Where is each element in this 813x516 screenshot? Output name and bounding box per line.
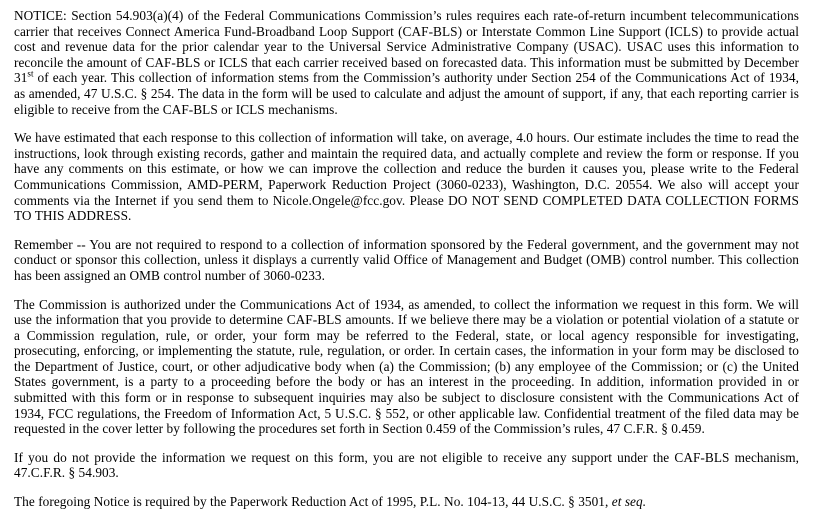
paperwork-reduction-paragraph: The foregoing Notice is required by the Paperwork Reduction Act of 1995, P.L. No. 104-13, 44 U.S.C. § 3501, et seq.	[14, 494, 647, 510]
eligibility-paragraph: If you do not provide the information we request on this form, you are not eligible to receive any support under the CAF-BLS mechanism, 47.C.F.R. § 54.903.	[14, 449, 799, 481]
italic-text: et seq.	[611, 494, 647, 510]
document-body	[14, 8, 799, 510]
omb-control-paragraph: Remember -- You are not required to respond to a collection of information sponsored by the Federal government, and the government may not conduct or sponsor this collection, unless it displays a currently valid Office of Management and Budget (OMB) control number. This collection has been assigned an OMB control number of 3060-0233.	[14, 236, 799, 283]
notice-paragraph: NOTICE: Section 54.903(a)(4) of the Federal Communications Commission’s rules requires each rate-of-return incumbent telecommunications carrier that receives Connect America Fund-Broadband Loop Support (CAF-BLS) or Interstate Common Line Support (ICLS) to provide actual cost and revenue data for the prior calendar year to the Universal Service Administrative Company (USAC). USAC uses this information to reconcile the amount of CAF-BLS or ICLS that each carrier received based on forecasted data. This information must be submitted by December 31st of each year. This collection of information stems from the Commission’s authority under Section 254 of the Communications Act of 1934, as amended, 47 U.S.C. § 254. The data in the form will be used to calculate and adjust the amount of support, if any, that each reporting carrier is eligible to receive from the CAF-BLS or ICLS mechanisms.	[14, 8, 799, 117]
authorization-paragraph: The Commission is authorized under the Communications Act of 1934, as amended, to collect the information we request in this form. We will use the information that you provide to determine CAF-BLS amounts. If we believe there may be a violation or potential violation of a statute or a Commission regulation, rule, or order, your form may be referred to the Federal, state, or local agency responsible for investigating, prosecuting, enforcing, or implementing the statute, rule, regulation, or order. In certain cases, the information in your form may be disclosed to the Department of Justice, court, or other adjudicative body when (a) the Commission; (b) any employee of the Commission; or (c) the United States government, is a party to a proceeding before the body or has an interest in the proceeding. In addition, information provided in or submitted with this form or in response to subsequent inquiries may also be subject to disclosure consistent with the Communications Act of 1934, FCC regulations, the Freedom of Information Act, 5 U.S.C. § 552, or other applicable law. Confidential treatment of the filed data may be requested in the cover letter by following the procedures set forth in Section 0.459 of the Commission’s rules, 47 C.F.R. § 0.459.	[14, 296, 799, 437]
ordinal-suffix: st	[27, 68, 34, 79]
burden-estimate-paragraph: We have estimated that each response to this collection of information will take, on average, 4.0 hours. Our estimate includes the time to read the instructions, look through existing records, gather and maintain the required data, and actually complete and review the form or response. If you have any comments on this estimate, or how we can improve the collection and reduce the burden it causes you, please write to the Federal Communications Commission, AMD-PERM, Paperwork Reduction Project (3060-0233), Washington, D.C. 20554. We also will accept your comments via the Internet if you send them to Nicole.Ongele@fcc.gov. Please DO NOT SEND COMPLETED DATA COLLECTION FORMS TO THIS ADDRESS.	[14, 130, 799, 224]
